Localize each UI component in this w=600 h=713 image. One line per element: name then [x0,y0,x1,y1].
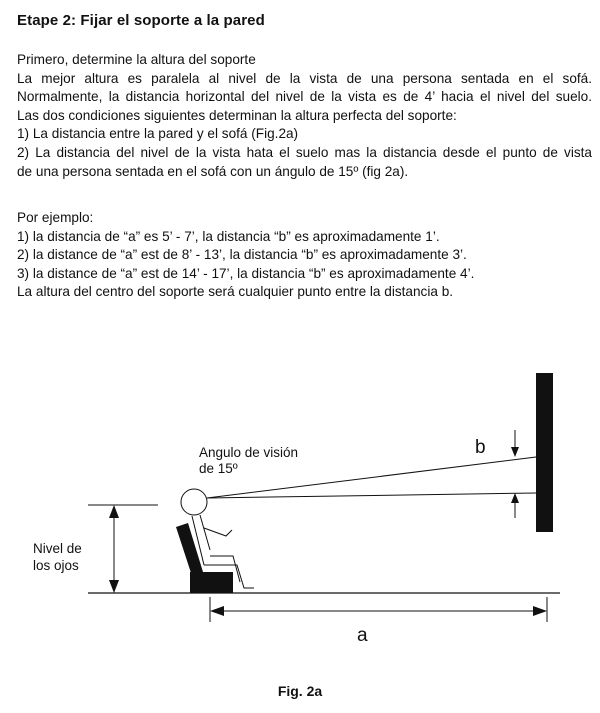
wall-panel [536,373,553,532]
intro-line: 2) La distancia del nivel de la vista hata el suelo mas la distancia desde el punto de vista [17,144,592,160]
intro-line: Las dos condiciones siguientes determinan la altura perfecta del soporte: [17,107,457,123]
section-heading: Etape 2: Fijar el soporte a la pared [17,12,265,29]
a-arrowhead-left [210,606,224,616]
sight-line-angled [207,457,536,498]
angle-label-line2: de 15º [199,461,238,476]
sight-line-level [207,493,536,498]
example-paragraph [17,209,592,302]
arrowhead-down [109,580,119,593]
person-arm [204,528,232,536]
intro-line: La mejor altura es paralela al nivel de la vista de una persona sentada en el sofá. [17,70,592,86]
figure-caption: Fig. 2a [277,683,323,699]
intro-paragraph [17,51,592,181]
eye-level-label-line2: los ojos [33,558,79,573]
person-head [181,489,207,515]
example-line: Por ejemplo: [17,210,94,225]
b-arrowhead-down [511,447,519,457]
person-torso-front [200,515,210,550]
intro-line: Primero, determine la altura del soporte [17,52,256,67]
viewing-angle-diagram [0,360,600,680]
seat [190,572,233,593]
a-arrowhead-right [533,606,547,616]
example-line: La altura del centro del soporte será cualquier punto entre la distancia b. [17,284,454,300]
example-line: 1) la distancia de “a” es 5’ - 7’, la distancia “b” es aproximadamente 1’. [17,228,440,244]
label-b: b [475,437,486,458]
intro-line: 1) La distancia entre la pared y el sofá (Fig.2a) [17,126,299,142]
intro-line: de una persona sentada en el sofá con un ángulo de 15º (fig 2a). [17,163,409,179]
angle-label-line1: Angulo de visión [199,445,299,460]
b-arrowhead-up [511,493,519,503]
arrowhead-up [109,505,119,518]
backrest [176,523,203,576]
label-a: a [357,625,368,646]
example-line: 3) la distance de “a” est de 14’ - 17’, la distancia “b” es aproximadamente 4’. [17,265,475,281]
eye-level-label-line1: Nivel de [33,541,82,556]
intro-line: Normalmente, la distancia horizontal del nivel de la vista es de 4’ hacia el nivel del suelo. [17,89,592,105]
example-line: 2) la distance de “a” est de 8’ - 13’, la distancia “b” es aproximadamente 3’. [17,247,467,263]
